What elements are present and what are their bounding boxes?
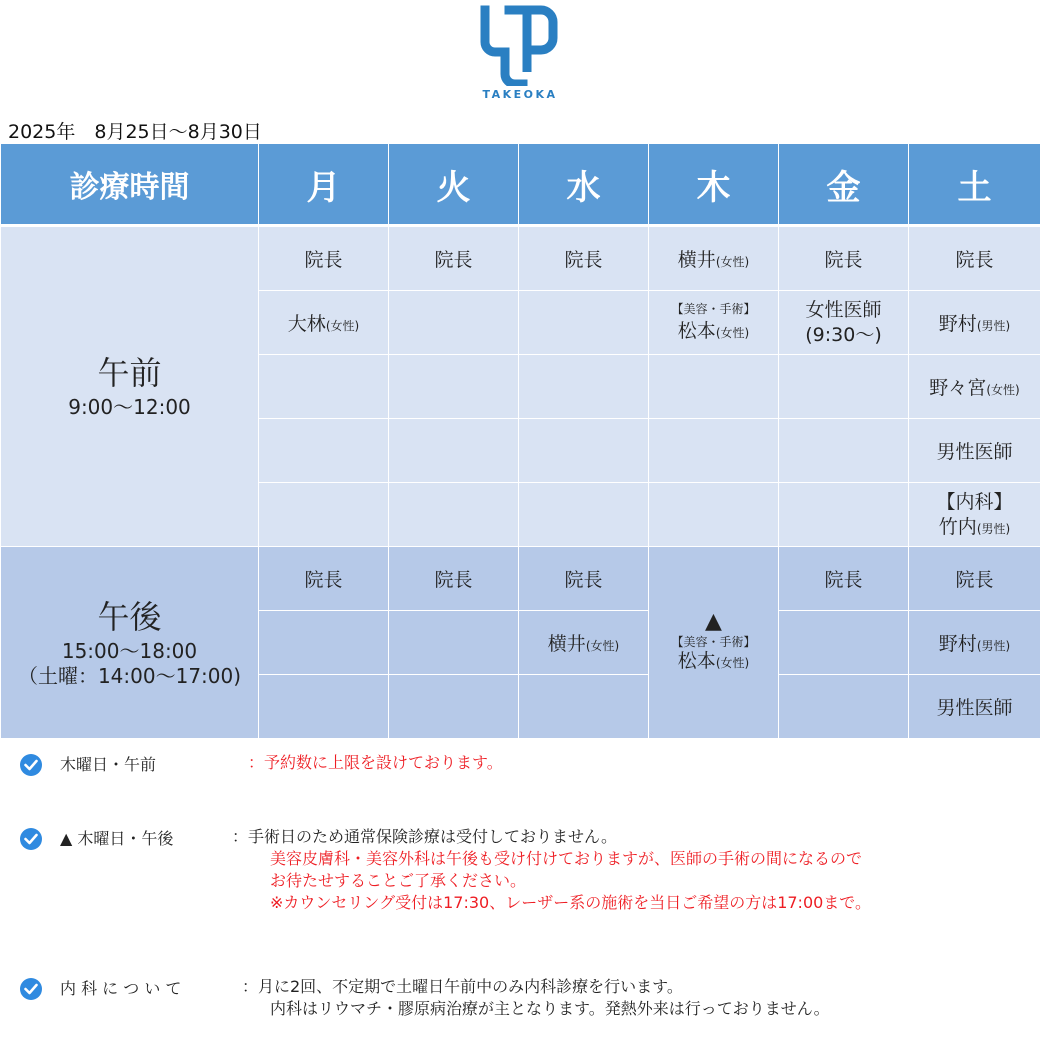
am-r4-mon [259,419,389,483]
header-fri: 金 [779,144,909,226]
pm-r2-sat [909,611,1040,675]
am-r4-sat: 男性医師 [909,419,1040,483]
pm-r1-fri: 院長 [779,547,909,611]
doctor-name: 女性医師 [805,298,882,321]
doctor-gender: (男性) [976,639,1011,653]
am-r2-tue [389,291,519,355]
am-r5-sat [909,483,1040,547]
pm-r2-mon [259,611,389,675]
am-r2-thu [649,291,779,355]
logo-wordmark: TAKEOKA [482,88,558,101]
pm-label: 午後 [97,597,162,636]
check-circle-icon [20,978,42,1000]
note-sub-line: ※カウンセリング受付は17:30、レーザー系の施術を当日ご希望の方は17:00まで。 [270,893,871,912]
doctor-name: 野村 [938,313,977,335]
table-row [1,547,1040,611]
logo-mark-icon [475,2,565,86]
pm-r1-mon: 院長 [259,547,389,611]
pm-r3-sat: 男性医師 [909,675,1040,739]
department-tag: 【内科】 [936,490,1013,513]
doctor-gender: (女性) [325,319,360,333]
doctor-name: 横井 [677,249,716,271]
doctor-name: 竹内 [938,515,977,538]
am-r1-thu [649,226,779,291]
header-hours: 診療時間 [1,144,259,226]
doctor-name: 大林 [287,313,326,335]
am-label: 午前 [97,354,162,392]
am-r1-fri: 院長 [779,226,909,291]
schedule-table [0,143,1040,739]
am-r3-sat [909,355,1040,419]
note-sub-line: 美容皮膚科・美容外科は午後も受け付けておりますが、医師の手術の間になるので [270,849,863,868]
doctor-name: 野々宮 [929,377,987,399]
pm-r3-wed [519,675,649,739]
date-range: 2025年 8月25日～8月30日 [8,121,262,143]
pm-r1-wed: 院長 [519,547,649,611]
am-r1-tue: 院長 [389,226,519,291]
note-label: 木曜日・午前 [60,755,157,774]
check-circle-icon [20,754,42,776]
doctor-gender: (女性) [986,383,1020,397]
doctor-gender: (女性) [585,639,620,653]
pm-hours-saturday: （土曜：14:00～17:00) [17,663,242,688]
note-text-red: ：予約数に上限を設けております。 [248,753,503,772]
am-r3-wed [519,355,649,419]
doctor-name: 野村 [938,633,977,655]
note-text [248,752,1040,774]
pm-hours: 15:00～18:00 [61,638,198,663]
pm-r1-tue: 院長 [389,547,519,611]
pm-r2-fri [779,611,909,675]
am-r1-wed: 院長 [519,226,649,291]
am-r5-tue [389,483,519,547]
am-r5-fri [779,483,909,547]
am-r2-sat [909,291,1040,355]
header-thu: 木 [649,144,779,226]
start-time-note: (9:30～) [805,323,882,346]
note-text-main: ：手術日のため通常保険診療は受付しておりません。 [232,827,617,846]
am-r5-wed [519,483,649,547]
am-r2-fri [779,291,909,355]
clinic-logo [470,2,570,112]
header-sat: 土 [909,144,1040,226]
doctor-gender: (女性) [715,326,750,341]
header-row [1,144,1040,226]
am-r2-mon [259,291,389,355]
am-r3-thu [649,355,779,419]
header-mon: 月 [259,144,389,226]
pm-r3-tue [389,675,519,739]
pm-thu [649,547,779,739]
note-text [242,976,1040,1020]
note-text [232,826,1032,914]
am-r4-thu [649,419,779,483]
doctor-gender: (女性) [715,656,750,671]
note-sub-line: 内科はリウマチ・膠原病治療が主となります。発熱外来は行っておりません。 [270,999,830,1018]
am-period-cell [1,226,259,547]
note-sub-line: お待たせすることご了承ください。 [270,871,527,890]
pm-r2-wed [519,611,649,675]
header-tue: 火 [389,144,519,226]
am-r4-tue [389,419,519,483]
pm-r2-tue [389,611,519,675]
pm-r1-sat: 院長 [909,547,1040,611]
doctor-gender: (男性) [976,319,1011,333]
note-label: 内 科 に つ い て [60,979,182,998]
note-label: ▲ 木曜日・午後 [60,829,174,848]
am-r1-sat: 院長 [909,226,1040,291]
doctor-name: 横井 [547,633,586,655]
am-r4-fri [779,419,909,483]
department-tag: 【美容・手術】 [671,634,756,649]
doctor-gender: (女性) [715,255,750,269]
am-r2-wed [519,291,649,355]
table-row [1,226,1040,291]
pm-period-cell [1,547,259,739]
triangle-mark-icon: ▲ [705,608,722,634]
doctor-name: 松本 [677,320,716,343]
am-hours: 9:00～12:00 [68,395,191,419]
pm-r3-mon [259,675,389,739]
pm-r3-fri [779,675,909,739]
department-tag: 【美容・手術】 [671,301,756,316]
am-r1-mon: 院長 [259,226,389,291]
am-r3-fri [779,355,909,419]
am-r5-mon [259,483,389,547]
doctor-gender: (男性) [976,521,1011,536]
am-r5-thu [649,483,779,547]
am-r3-tue [389,355,519,419]
am-r3-mon [259,355,389,419]
doctor-name: 松本 [677,650,716,673]
header-wed: 水 [519,144,649,226]
note-text-main: ：月に2回、不定期で土曜日午前中のみ内科診療を行います。 [242,977,683,996]
am-r4-wed [519,419,649,483]
check-circle-icon [20,828,42,850]
